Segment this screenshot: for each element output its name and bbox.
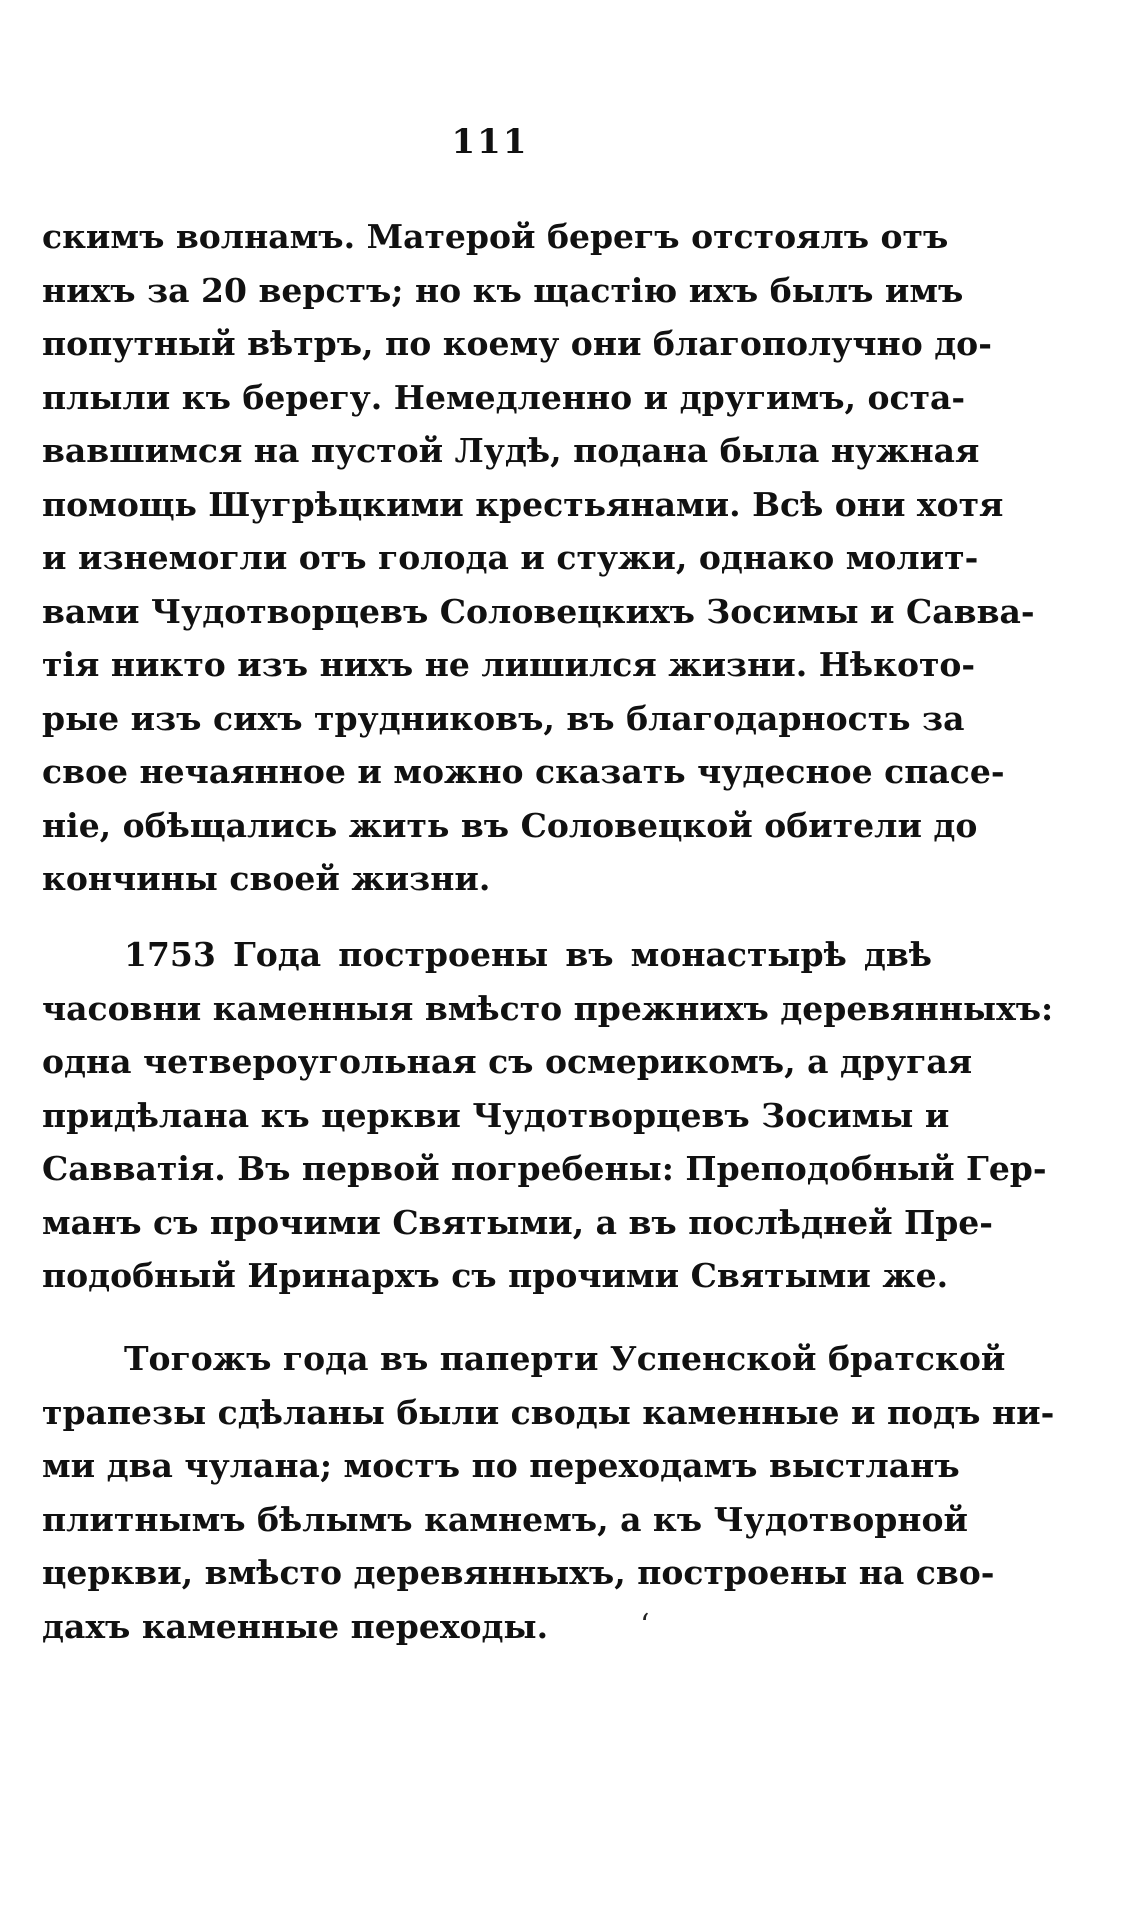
text-line: плыли къ берегу. Немедленно и другимъ, оста- <box>42 377 966 417</box>
paragraph-2 <box>42 928 1054 1303</box>
text-line: ніе, обѣщались жить въ Соловецкой обители до <box>42 805 978 845</box>
text-line: рые изъ сихъ трудниковъ, въ благодарность за <box>42 698 965 738</box>
text-line: Тогожъ года въ паперти Успенской братской <box>124 1339 1006 1378</box>
text-line: ми два чулана; мостъ по переходамъ выстланъ <box>42 1446 960 1485</box>
text-line: тія никто изъ нихъ не лишился жизни. Нѣкото- <box>42 645 976 684</box>
text-line: кончины своей жизни. <box>42 859 491 898</box>
page-number: 111 <box>451 122 529 162</box>
text-line: Савватія. Въ первой погребены: Преподобный Гер- <box>42 1149 1047 1188</box>
text-line: трапезы сдѣланы были своды каменные и подъ ни- <box>42 1392 1055 1432</box>
text-line: одна четвероугольная съ осмерикомъ, а другая <box>42 1042 973 1081</box>
paragraph-1 <box>42 210 1035 906</box>
text-line: помощь Шугрѣцкими крестьянами. Всѣ они хотя <box>42 484 1004 524</box>
text-line: придѣлана къ церкви Чудотворцевъ Зосимы и <box>42 1095 950 1135</box>
text-line: манъ съ прочими Святыми, а въ послѣдней Пре- <box>42 1202 993 1242</box>
text-line: скимъ волнамъ. Матерой берегъ отстоялъ отъ <box>42 217 949 256</box>
text-line: свое нечаянное и можно сказать чудесное спасе- <box>42 752 1005 791</box>
text-line: 1753 Года построены въ монастырѣ двѣ <box>124 935 932 974</box>
text-line: вами Чудотворцевъ Соловецкихъ Зосимы и Савва- <box>42 591 1035 631</box>
text-line: дахъ каменные переходы. <box>42 1606 549 1646</box>
text-line: подобный Иринархъ съ прочими Святыми же. <box>42 1256 949 1295</box>
text-line: попутный вѣтръ, по коему они благополучно до- <box>42 324 992 363</box>
text-line: часовни каменныя вмѣсто прежнихъ деревянныхъ: <box>42 988 1054 1028</box>
text-line: вавшимся на пустой Лудѣ, подана была нужная <box>42 431 980 470</box>
text-line: и изнемогли отъ голода и стужи, однако молит- <box>42 538 979 577</box>
text-line: нихъ за 20 верстъ; но къ щастію ихъ былъ имъ <box>42 270 964 310</box>
paragraph-3 <box>42 1332 1055 1653</box>
text-line: плитнымъ бѣлымъ камнемъ, а къ Чудотворной <box>42 1499 968 1539</box>
text-line: церкви, вмѣсто деревянныхъ, построены на сво- <box>42 1553 995 1592</box>
ink-mark: ʻ <box>640 1608 650 1643</box>
